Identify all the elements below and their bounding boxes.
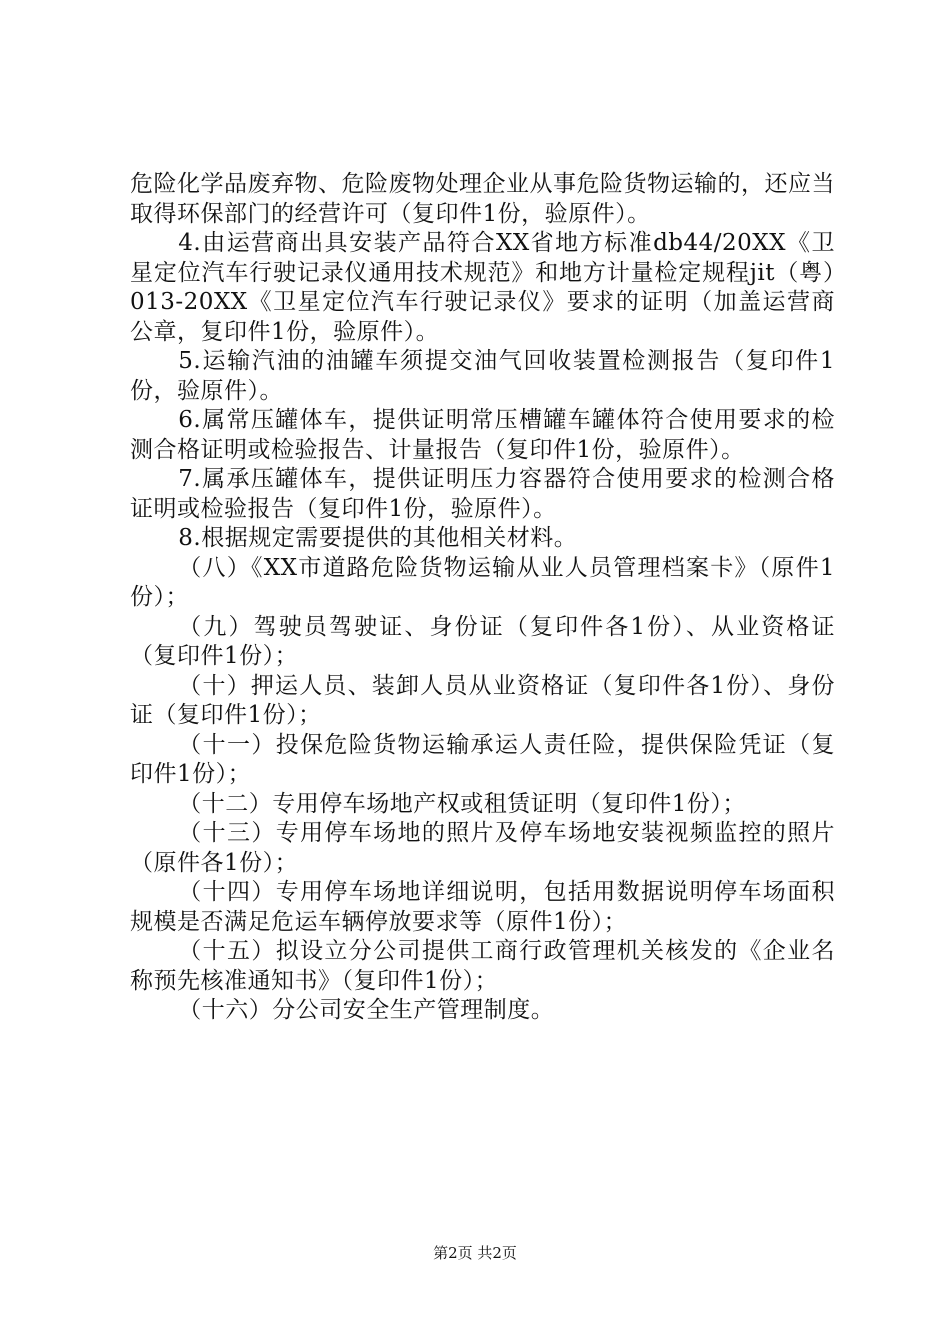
page-number-label: 第2页 共2页 — [433, 1244, 517, 1262]
paragraph-13: （十四）专用停车场地详细说明，包括用数据说明停车场面积规模是否满足危运车辆停放要求等（原件1份）； — [130, 879, 835, 935]
paragraph-8: （九）驾驶员驾驶证、身份证（复印件各1份）、从业资格证（复印件1份）； — [130, 613, 835, 669]
paragraph-14: （十五）拟设立分公司提供工商行政管理机关核发的《企业名称预先核准通知书》（复印件1份）； — [130, 938, 835, 994]
paragraph-4: 6.属常压罐体车，提供证明常压槽罐车罐体符合使用要求的检测合格证明或检验报告、计量报告（复印件1份，验原件）。 — [130, 407, 835, 463]
paragraph-7: （八）《XX市道路危险货物运输从业人员管理档案卡》（原件1份）； — [130, 554, 835, 610]
paragraph-3: 5.运输汽油的油罐车须提交油气回收装置检测报告（复印件1份，验原件）。 — [130, 348, 835, 404]
paragraph-15: （十六）分公司安全生产管理制度。 — [178, 997, 555, 1023]
paragraph-9: （十）押运人员、装卸人员从业资格证（复印件各1份）、身份证（复印件1份）； — [130, 672, 835, 728]
paragraph-5: 7.属承压罐体车，提供证明压力容器符合使用要求的检测合格证明或检验报告（复印件1份，验原件）。 — [130, 466, 835, 522]
paragraph-2: 4.由运营商出具安装产品符合XX省地方标准db44/20XX《卫星定位汽车行驶记录仪通用技术规范》和地方计量检定规程jit（粤）013-20XX《卫星定位汽车行驶记录仪》要求的证明（加盖运营商公章，复印件1份，验原件）。 — [130, 230, 835, 345]
paragraph-1: 危险化学品废弃物、危险废物处理企业从事危险货物运输的，还应当取得环保部门的经营许可（复印件1份，验原件）。 — [130, 171, 835, 227]
paragraph-6: 8.根据规定需要提供的其他相关材料。 — [178, 525, 578, 551]
paragraph-11: （十二）专用停车场地产权或租赁证明（复印件1份）； — [178, 790, 746, 817]
document-body — [130, 170, 835, 1026]
paragraph-10: （十一）投保危险货物运输承运人责任险，提供保险凭证（复印件1份）； — [130, 731, 835, 787]
page-footer — [0, 1243, 950, 1263]
paragraph-12: （十三）专用停车场地的照片及停车场地安装视频监控的照片（原件各1份）； — [130, 820, 835, 876]
